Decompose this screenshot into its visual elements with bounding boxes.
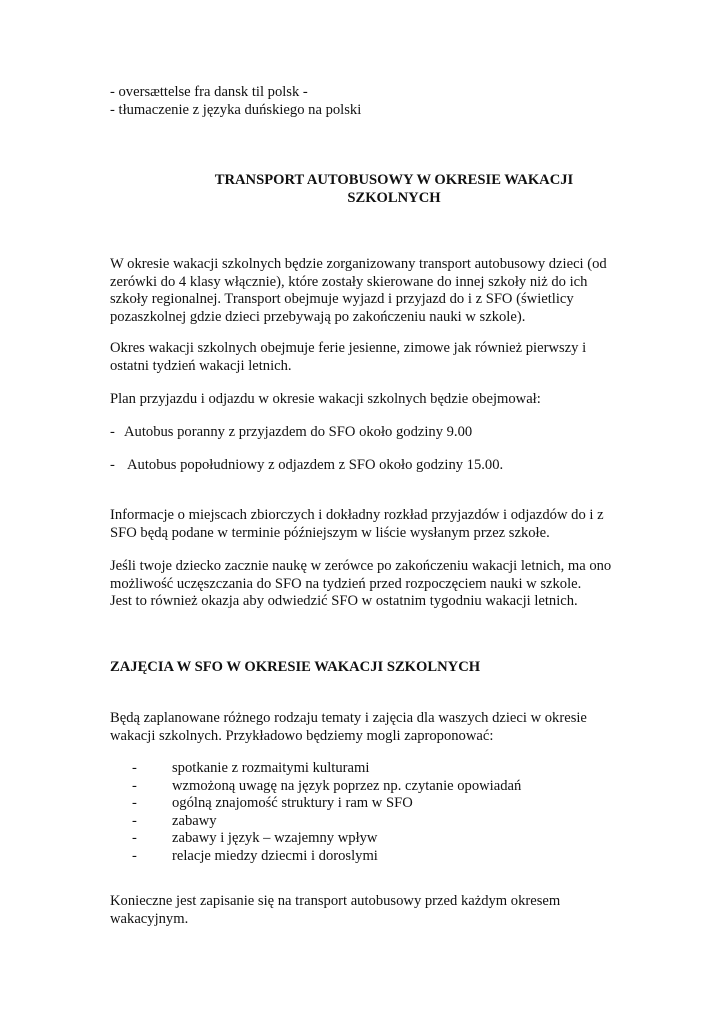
page-title-line-1: TRANSPORT AUTOBUSOWY W OKRESIE WAKACJI [214,172,574,188]
page-title [110,172,630,207]
dash-marker: - [110,424,115,440]
closing-line: Konieczne jest zapisanie się na transport autobusowy przed każdym okresem [110,893,561,909]
dash-marker: - [132,830,137,846]
intro-line: W okresie wakacji szkolnych będzie zorganizowany transport autobusowy dzieci (od [110,256,607,272]
activities-intro [110,710,587,745]
dash-marker: - [110,457,115,473]
bus-afternoon-item [110,457,503,475]
plan-intro [110,391,541,409]
closing-paragraph [110,893,560,928]
list-item [110,795,521,813]
zerowka-paragraph [110,558,611,611]
list-item-text: wzmożoną uwagę na język poprzez np. czytanie opowiadań [172,777,522,794]
list-item [110,848,521,866]
dash-marker: - [132,777,137,794]
zerowka-line: możliwość uczęszczania do SFO na tydzień przed rozpoczęciem nauki w szkole. [110,575,582,592]
list-item-text: zabawy [172,812,217,829]
period-paragraph [110,340,586,375]
activities-intro-line: Będą zaplanowane różnego rodzaju tematy i zajęcia dla waszych dzieci w okresie [110,710,587,726]
list-item-text: ogólną znajomość struktury i ram w SFO [172,795,413,811]
dash-marker: - [132,760,137,776]
period-line: ostatni tydzień wakacji letnich. [110,357,292,374]
page-title-line-2: SZKOLNYCH [347,189,441,206]
info-line: SFO będą podane w terminie późniejszym w liście wysłanym przez szkołe. [110,524,550,541]
list-item [110,813,521,831]
info-line: Informacje o miejscach zbiorczych i dokładny rozkład przyjazdów i odjazdów do i z [110,507,604,523]
intro-line: pozaszkolnej gdzie dzieci przebywają po zakończeniu nauki w szkole). [110,308,526,325]
bus-morning-item [110,424,472,442]
closing-line: wakacyjnym. [110,910,189,927]
plan-intro-text: Plan przyjazdu i odjazdu w okresie wakacji szkolnych będzie obejmował: [110,391,541,407]
translation-note-polish: - tłumaczenie z języka duńskiego na polski [110,101,362,118]
list-item [110,830,521,848]
intro-line: zerówki do 4 klasy włącznie), które zostały skierowane do innej szkoły niż do ich [110,273,588,290]
translation-note [110,84,361,119]
intro-line: szkoły regionalnej. Transport obejmuje wyjazd i przyjazd do i z SFO (świetlicy [110,291,574,307]
dash-marker: - [132,795,137,811]
bus-morning-text: Autobus poranny z przyjazdem do SFO około godziny 9.00 [124,424,473,440]
info-paragraph [110,507,604,542]
dash-marker: - [132,812,137,829]
list-item-text: zabawy i język – wzajemny wpływ [172,830,378,846]
list-item [110,778,521,796]
section-heading-activities [110,659,480,677]
zerowka-line: Jest to również okazja aby odwiedzić SFO w ostatnim tygodniu wakacji letnich. [110,593,578,609]
intro-paragraph [110,256,607,326]
period-line: Okres wakacji szkolnych obejmuje ferie jesienne, zimowe jak również pierwszy i [110,340,587,356]
translation-note-danish: - oversættelse fra dansk til polsk - [110,84,308,100]
activities-list [110,760,521,865]
list-item [110,760,521,778]
bus-afternoon-text: Autobus popołudniowy z odjazdem z SFO około godziny 15.00. [127,457,504,473]
list-item-text: relacje miedzy dziecmi i doroslymi [172,847,378,864]
dash-marker: - [132,847,137,864]
list-item-text: spotkanie z rozmaitymi kulturami [172,760,370,776]
zerowka-line: Jeśli twoje dziecko zacznie naukę w zerówce po zakończeniu wakacji letnich, ma ono [110,558,612,574]
activities-intro-line: wakacji szkolnych. Przykładowo będziemy mogli zaproponować: [110,727,494,744]
section-heading-text: ZAJĘCIA W SFO W OKRESIE WAKACJI SZKOLNYCH [110,659,481,675]
